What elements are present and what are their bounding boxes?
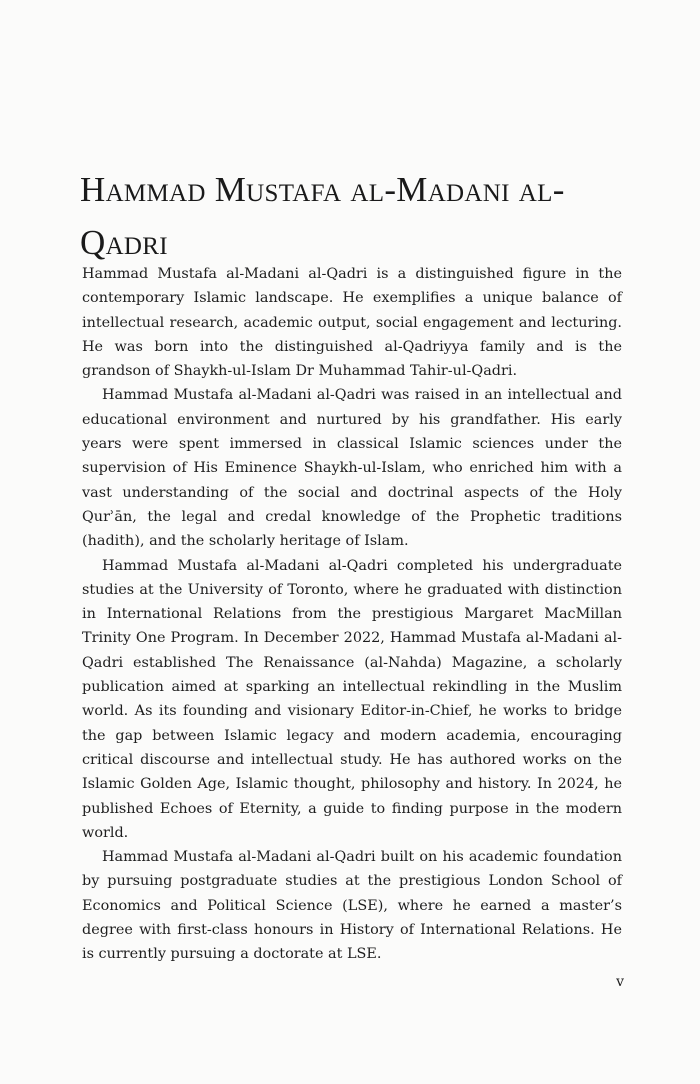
paragraph-postgraduate: Hammad Mustafa al-Madani al-Qadri built on his academic foundation by pursuing postgraduate studies at the prestigious London School of Economics and Political Science (LSE), where he earned a master’s degree with first-class honours in History of International Relations. He is currently pursuing a doctorate at LSE. [82,849,622,963]
page-number: v [616,974,624,990]
paragraph-introduction: Hammad Mustafa al-Madani al-Qadri is a distinguished figure in the contemporary Islamic landscape. He exemplifies a unique balance of intellectual research, academic output, social engagement and lecturing. He was born into the distinguished al-Qadriyya family and is the grandson of Shaykh-ul-Islam Dr Muhammad Tahir-ul-Qadri. [82,266,622,380]
paragraph-education-career: Hammad Mustafa al-Madani al-Qadri completed his undergraduate studies at the University of Toronto, where he graduated with distinction in International Relations from the prestigious Margaret MacMillan Trinity One Program. In December 2022, Hammad Mustafa al-Madani al-Qadri established The Renaissance (al-Nahda) Magazine, a scholarly publication aimed at sparking an intellectual rekindling in the Muslim world. As its founding and visionary Editor-in-Chief, he works to bridge the gap between Islamic legacy and modern academia, encouraging critical discourse and intellectual study. He has authored works on the Islamic Golden Age, Islamic thought, philosophy and history. In 2024, he published Echoes of Eternity, a guide to finding purpose in the modern world. [82,557,622,841]
paragraph-upbringing: Hammad Mustafa al-Madani al-Qadri was raised in an intellectual and educational environment and nurtured by his grandfather. His early years were spent immersed in classical Islamic sciences under the supervision of His Eminence Shaykh-ul-Islam, who enriched him with a vast understanding of the social and doctrinal aspects of the Holy Qurʾān, the legal and credal knowledge of the Prophetic traditions (hadith), and the scholarly heritage of Islam. [82,387,622,550]
biography-text [82,262,622,967]
chapter-title: Hammad Mustafa al-Madani al-Qadri [80,170,565,262]
